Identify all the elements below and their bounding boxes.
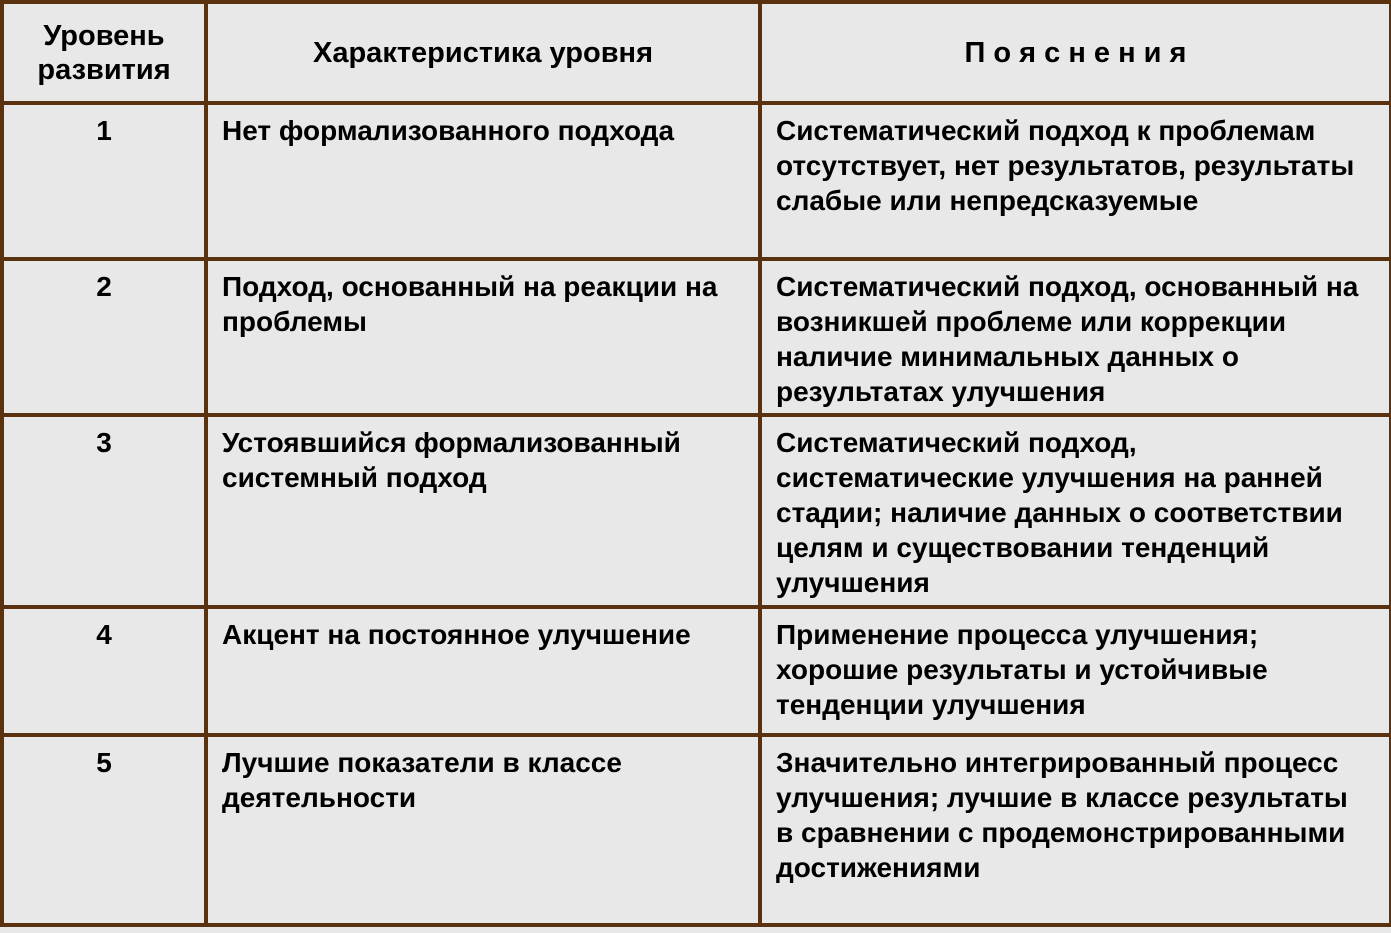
level-explanation: Систематический подход к проблемам отсутствует, нет результатов, результаты слабые или непредсказуемые	[760, 103, 1391, 259]
table-row	[2, 259, 1391, 415]
header-row	[2, 2, 1391, 103]
level-characteristic: Нет формализованного подхода	[206, 103, 760, 259]
level-number: 3	[2, 415, 206, 607]
level-number: 4	[2, 607, 206, 735]
level-characteristic: Подход, основанный на реакции на проблемы	[206, 259, 760, 415]
level-number: 2	[2, 259, 206, 415]
header-level: Уровень развития	[2, 2, 206, 103]
level-explanation: Систематический подход, систематические улучшения на ранней стадии; наличие данных о соответствии целям и существовании тенденций улучшения	[760, 415, 1391, 607]
level-characteristic: Устоявшийся формализованный системный подход	[206, 415, 760, 607]
table-row	[2, 607, 1391, 735]
level-explanation: Систематический подход, основанный на возникшей проблеме или коррекции наличие минимальных данных о результатах улучшения	[760, 259, 1391, 415]
level-number: 1	[2, 103, 206, 259]
level-characteristic: Акцент на постоянное улучшение	[206, 607, 760, 735]
header-explanation: П о я с н е н и я	[760, 2, 1391, 103]
table-row	[2, 735, 1391, 925]
header-characteristic: Характеристика уровня	[206, 2, 760, 103]
level-explanation: Значительно интегрированный процесс улучшения; лучшие в классе результаты в сравнении с продемонстрированными достижениями	[760, 735, 1391, 925]
table-row	[2, 103, 1391, 259]
level-explanation: Применение процесса улучшения; хорошие результаты и устойчивые тенденции улучшения	[760, 607, 1391, 735]
level-number: 5	[2, 735, 206, 925]
level-characteristic: Лучшие показатели в классе деятельности	[206, 735, 760, 925]
table-row	[2, 415, 1391, 607]
